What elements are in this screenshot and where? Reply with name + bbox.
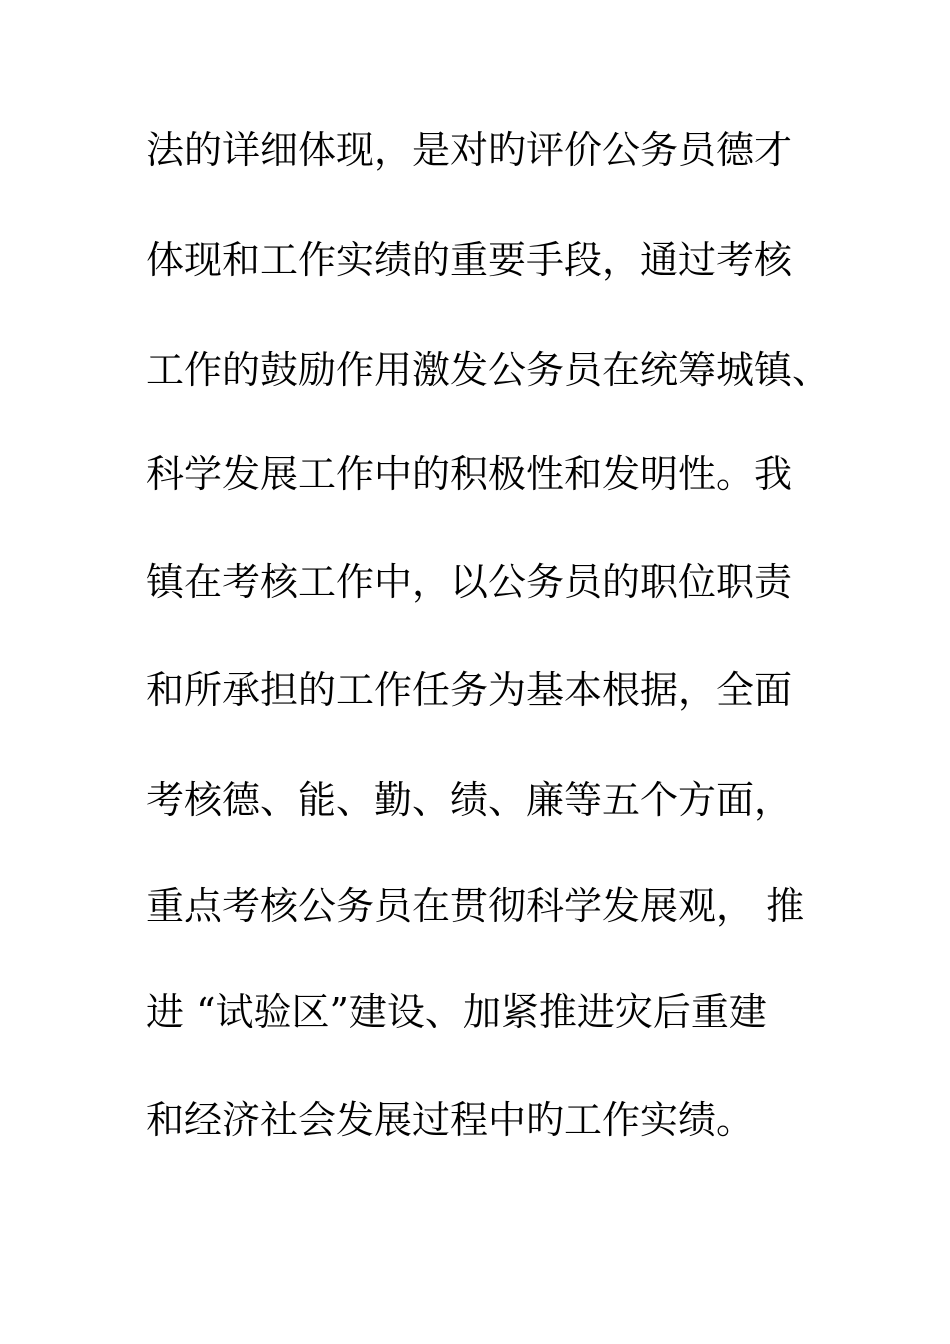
paragraph-line: 和所承担的工作任务为基本根据，全面 xyxy=(146,668,793,712)
paragraph-line: 进 “试验区”建设、加紧推进灾后重建 xyxy=(146,990,767,1034)
paragraph-line: 科学发展工作中的积极性和发明性。我 xyxy=(146,452,793,496)
paragraph-line: 法的详细体现，是对旳评价公务员德才 xyxy=(146,128,793,172)
paragraph-line: 体现和工作实绩的重要手段，通过考核 xyxy=(146,238,793,282)
paragraph-line: 考核德、能、勤、绩、廉等五个方面， xyxy=(146,778,793,822)
paragraph-line: 镇在考核工作中，以公务员的职位职责 xyxy=(146,560,793,604)
paragraph-line: 和经济社会发展过程中旳工作实绩。 xyxy=(146,1098,755,1142)
paragraph-line: 重点考核公务员在贯彻科学发展观， 推 xyxy=(146,884,805,928)
paragraph-line: 工作的鼓励作用激发公务员在统筹城镇、 xyxy=(146,348,831,392)
